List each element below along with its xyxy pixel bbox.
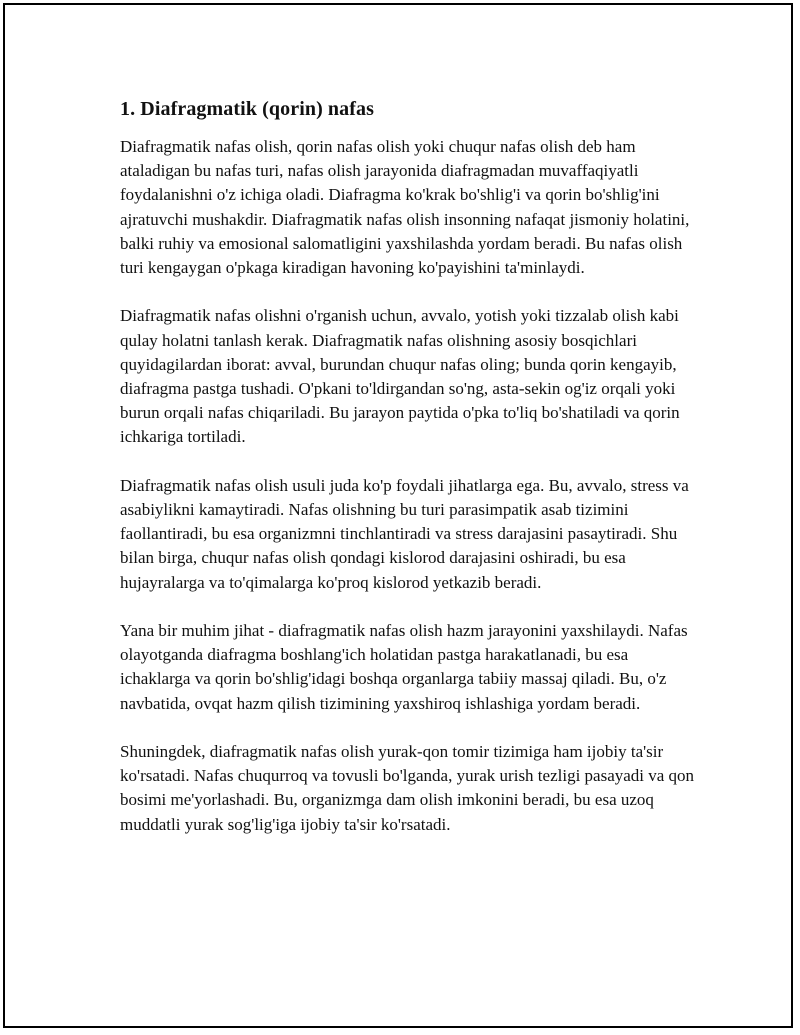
paragraph-digestion: Yana bir muhim jihat - diafragmatik nafas olish hazm jarayonini yaxshilaydi. Nafas olayotganda diafragma boshlang'ich holatidan pastga harakatlanadi, bu esa ichaklarga va qorin bo'shlig'idagi boshqa organlarga tabiiy massaj qiladi. Bu, o'z navbatida, ovqat hazm qilish tizimining yaxshiroq ishlashiga yordam beradi. xyxy=(120,621,688,713)
paragraph-benefits: Diafragmatik nafas olish usuli juda ko'p foydali jihatlarga ega. Bu, avvalo, stress va asabiylikni kamaytiradi. Nafas olishning bu turi parasimpatik asab tizimini faollantiradi, bu esa organizmni tinchlantiradi va stress darajasini pasaytiradi. Shu bilan birga, chuqur nafas olish qondagi kislorod darajasini oshiradi, bu esa hujayralarga va to'qimalarga ko'proq kislorod yetkazib beradi. xyxy=(120,475,689,592)
paragraph-intro: Diafragmatik nafas olish, qorin nafas olish yoki chuqur nafas olish deb ham ataladigan bu nafas turi, nafas olish jarayonida diafragmadan muvaffaqiyatli foydalanishni o'z ichiga oladi. Diafragma ko'krak bo'shlig'i va qorin bo'shlig'ini ajratuvchi mushakdir. Diafragmatik nafas olish insonning nafaqat jismoniy holatini, balki ruhiy va emosional salomatligini yaxshilashda yordam beradi. Bu nafas olish turi kengaygan o'pkaga kiradigan havoning ko'payishini ta'minlaydi. xyxy=(120,137,690,278)
paragraph-cardiovascular: Shuningdek, diafragmatik nafas olish yurak-qon tomir tizimiga ham ijobiy ta'sir ko'rsatadi. Nafas chuqurroq va tovusli bo'lganda, yurak urish tezligi pasayadi va qon bosimi me'yorlashadi. Bu, organizmga dam olish imkonini beradi, bu esa uzoq muddatli yurak sog'lig'iga ijobiy ta'sir ko'rsatadi. xyxy=(120,742,695,834)
document-page xyxy=(3,3,793,1028)
document-body xyxy=(120,95,700,861)
paragraph-technique: Diafragmatik nafas olishni o'rganish uchun, avvalo, yotish yoki tizzalab olish kabi qulay holatni tanlash kerak. Diafragmatik nafas olishning asosiy bosqichlari quyidagilardan iborat: avval, burundan chuqur nafas oling; bunda qorin kengayib, diafragma pastga tushadi. O'pkani to'ldirgandan so'ng, asta-sekin og'iz orqali yoki burun orqali nafas chiqariladi. Bu jarayon paytida o'pka to'liq bo'shatiladi va qorin ichkariga tortiladi. xyxy=(120,306,680,447)
section-heading: 1. Diafragmatik (qorin) nafas xyxy=(120,98,375,120)
